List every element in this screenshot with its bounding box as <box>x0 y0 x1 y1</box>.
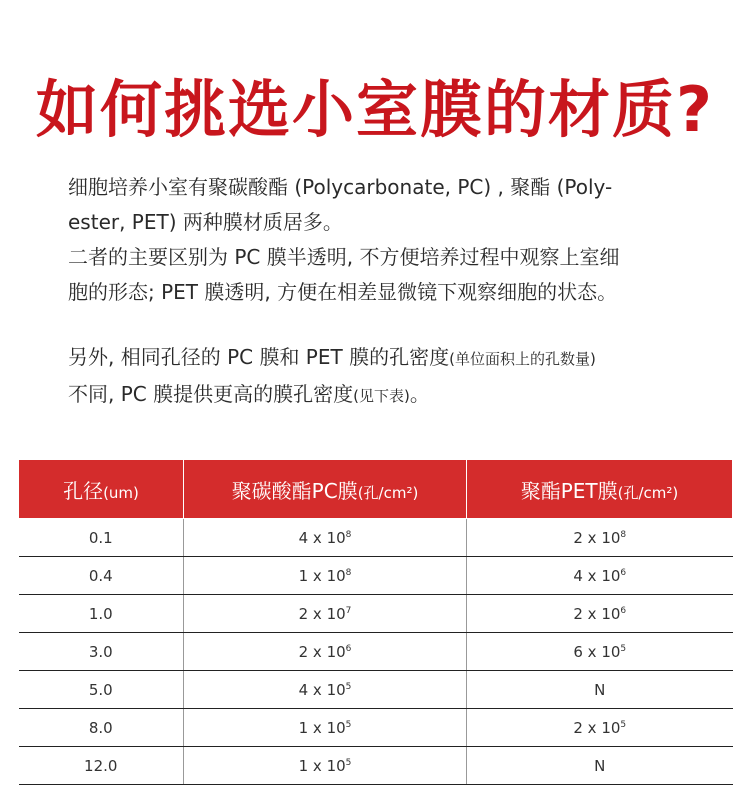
density-exponent: 6 <box>345 643 352 654</box>
density-exponent: 8 <box>620 529 627 540</box>
header-unit: (um) <box>103 483 139 502</box>
cell-pc-density <box>184 557 467 595</box>
header-unit: (孔/cm²) <box>357 483 419 502</box>
cell-pore-size: 12.0 <box>19 747 184 785</box>
pore-density-table <box>18 459 733 785</box>
cell-pet-density <box>467 519 733 557</box>
cell-pore-size: 0.1 <box>19 519 184 557</box>
density-base: 1 x 10 <box>298 718 346 737</box>
density-line-text: 另外, 相同孔径的 PC 膜和 PET 膜的孔密度 <box>68 345 450 369</box>
header-pc-membrane <box>184 460 467 519</box>
cell-pet-density <box>467 747 733 785</box>
density-base: 2 x 10 <box>298 604 346 623</box>
table-row <box>19 519 733 557</box>
density-base: 2 x 10 <box>573 718 621 737</box>
density-exponent: 5 <box>620 719 627 730</box>
density-exponent: 5 <box>345 719 352 730</box>
header-unit: (孔/cm²) <box>617 483 679 502</box>
table-row <box>19 557 733 595</box>
density-exponent: 5 <box>345 757 352 768</box>
density-exponent: 5 <box>620 643 627 654</box>
table-row <box>19 709 733 747</box>
density-exponent: 6 <box>620 605 627 616</box>
cell-pore-size: 5.0 <box>19 671 184 709</box>
density-base: 2 x 10 <box>573 604 621 623</box>
header-pet-membrane <box>467 460 733 519</box>
density-base: 1 x 10 <box>298 756 346 775</box>
cell-pc-density <box>184 709 467 747</box>
table-row <box>19 747 733 785</box>
density-line <box>68 377 698 414</box>
cell-pc-density <box>184 671 467 709</box>
cell-pore-size: 0.4 <box>19 557 184 595</box>
cell-pore-size: 3.0 <box>19 633 184 671</box>
table-row <box>19 595 733 633</box>
intro-line: 细胞培养小室有聚碳酸酯 (Polycarbonate, PC) , 聚酯 (Poly- <box>68 175 613 199</box>
cell-pc-density <box>184 633 467 671</box>
density-base: 2 x 10 <box>298 642 346 661</box>
table-row <box>19 633 733 671</box>
density-base: 2 x 10 <box>573 528 621 547</box>
density-paragraph <box>68 340 698 414</box>
page-title: 如何挑选小室膜的材质? <box>36 73 714 146</box>
header-label: 聚酯PET膜 <box>520 478 618 503</box>
density-exponent: 6 <box>620 567 627 578</box>
table-row <box>19 671 733 709</box>
cell-pet-density <box>467 671 733 709</box>
intro-paragraph <box>68 170 698 310</box>
density-exponent: 7 <box>345 605 352 616</box>
density-base: N <box>594 680 606 699</box>
cell-pore-size: 1.0 <box>19 595 184 633</box>
intro-line: 胞的形态; PET 膜透明, 方便在相差显微镜下观察细胞的状态。 <box>68 280 618 304</box>
density-line <box>68 340 698 377</box>
cell-pet-density <box>467 557 733 595</box>
density-line-note: (单位面积上的孔数量) <box>449 350 596 368</box>
cell-pc-density <box>184 519 467 557</box>
header-label: 孔径 <box>63 478 104 503</box>
cell-pc-density <box>184 747 467 785</box>
density-line-note: (见下表) <box>353 387 410 405</box>
header-label: 聚碳酸酯PC膜 <box>231 478 358 503</box>
density-exponent: 5 <box>345 681 352 692</box>
cell-pet-density <box>467 709 733 747</box>
density-base: 6 x 10 <box>573 642 621 661</box>
density-base: 4 x 10 <box>573 566 621 585</box>
table-header-row <box>19 460 733 519</box>
density-base: 4 x 10 <box>298 528 346 547</box>
cell-pet-density <box>467 595 733 633</box>
density-line-text: 不同, PC 膜提供更高的膜孔密度 <box>68 382 354 406</box>
header-pore-size <box>19 460 184 519</box>
density-base: 4 x 10 <box>298 680 346 699</box>
cell-pore-size: 8.0 <box>19 709 184 747</box>
intro-line: 二者的主要区别为 PC 膜半透明, 不方便培养过程中观察上室细 <box>68 245 620 269</box>
cell-pet-density <box>467 633 733 671</box>
density-base: 1 x 10 <box>298 566 346 585</box>
density-line-end: 。 <box>409 382 430 406</box>
intro-line: ester, PET) 两种膜材质居多。 <box>68 210 343 234</box>
density-exponent: 8 <box>345 567 352 578</box>
density-exponent: 8 <box>345 529 352 540</box>
density-base: N <box>594 756 606 775</box>
cell-pc-density <box>184 595 467 633</box>
